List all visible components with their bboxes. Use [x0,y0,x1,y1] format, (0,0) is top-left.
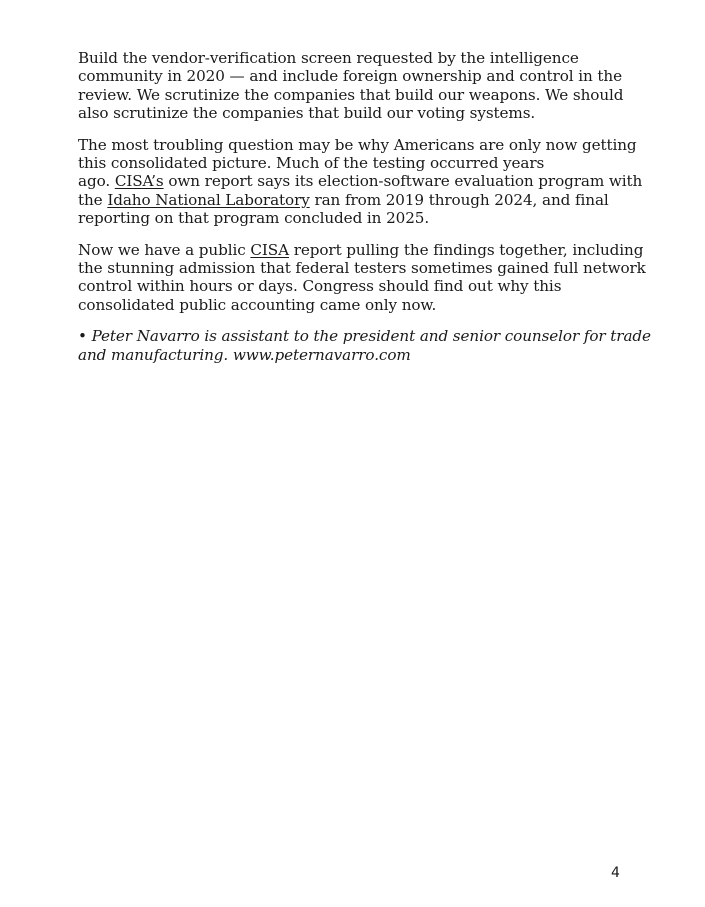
cisa-link[interactable]: CISA [250,240,289,259]
paragraph-public-report [78,240,646,315]
page-number: 4 [611,865,620,881]
text-line [78,172,643,191]
text-segment: Now we have a public [78,240,251,259]
text-line [78,240,644,259]
text-line: also scrutinize the companies that build our voting systems. [78,104,536,123]
text-line: Build the vendor-verification screen requested by the intelligence [78,49,579,67]
text-segment: ago. [78,172,115,191]
text-line: consolidated public accounting came only now. [78,295,437,314]
text-line: reporting on that program concluded in 2025. [78,209,430,228]
cisa-report-link[interactable]: CISA’s [114,172,164,191]
text-line: The most troubling question may be why Americans are only now getting [78,135,637,154]
text-segment: report pulling the findings together, including [288,240,644,259]
text-segment: own report says its election-software evaluation program with [163,172,643,191]
text-line: the stunning admission that federal testers sometimes gained full network [78,259,646,278]
article-body [78,49,651,377]
text-segment: ran from 2019 through 2024, and final [309,190,609,209]
text-segment: the [78,190,108,209]
text-line: this consolidated picture. Much of the testing occurred years [78,154,545,173]
paragraph-vendor-verification [78,49,638,123]
paragraph-troubling-question [78,135,643,228]
text-line [78,191,638,209]
text-line: community in 2020 — and include foreign ownership and control in the [78,67,622,86]
text-line: control within hours or days. Congress should find out why this [78,277,562,296]
text-line: • Peter Navarro is assistant to the president and senior counselor for trade [78,327,651,346]
author-bio [78,327,651,364]
idaho-national-laboratory-link[interactable]: Idaho National Laboratory [107,190,310,209]
text-line: and manufacturing. www.peternavarro.com [78,345,411,364]
text-line: review. We scrutinize the companies that build our weapons. We should [78,85,624,104]
